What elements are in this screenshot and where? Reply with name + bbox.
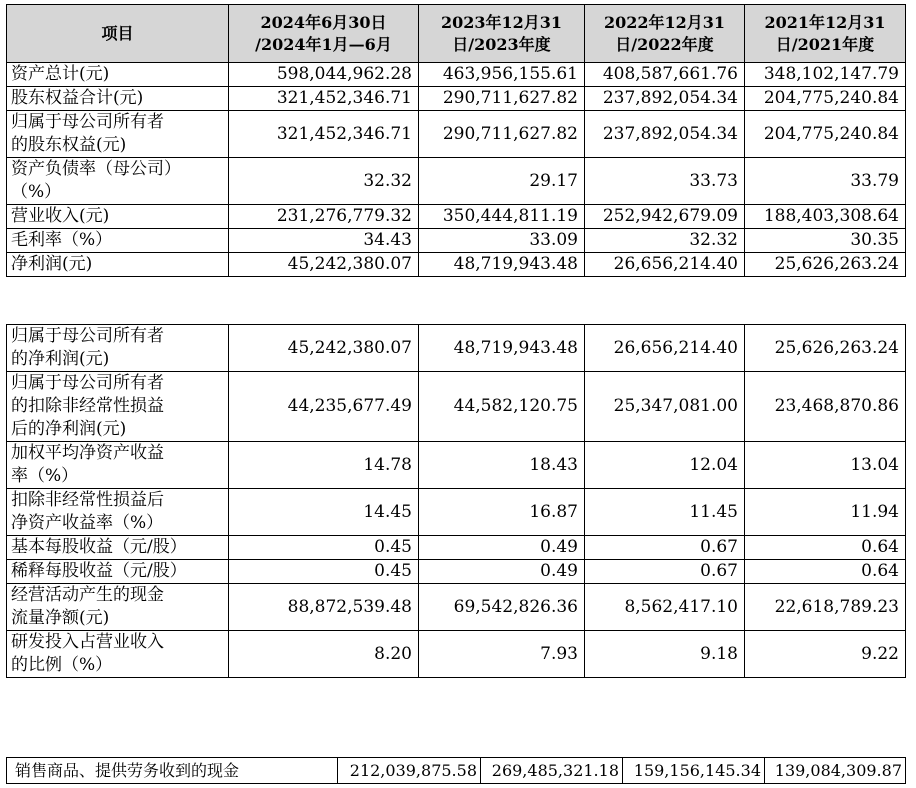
table-row [7, 489, 906, 536]
value-cell: 12.04 [585, 442, 745, 489]
row-label-line: 稀释每股收益（元/股） [11, 561, 187, 581]
value-cell: 22,618,789.23 [745, 584, 906, 631]
table-row [7, 205, 906, 229]
value-cell: 159,156,145.34 [623, 758, 765, 784]
value-cell: 212,039,875.58 [338, 758, 481, 784]
table-row [7, 560, 906, 584]
value-cell: 44,582,120.75 [419, 372, 585, 442]
value-cell: 0.67 [585, 560, 745, 584]
value-cell: 204,775,240.84 [745, 87, 906, 111]
value-cell: 11.45 [585, 489, 745, 536]
row-label [7, 229, 229, 253]
value-cell: 34.43 [229, 229, 419, 253]
value-cell: 11.94 [745, 489, 906, 536]
value-cell: 348,102,147.79 [745, 63, 906, 87]
row-label [7, 442, 229, 489]
value-cell: 231,276,779.32 [229, 205, 419, 229]
row-label-line: 的净利润(元) [11, 349, 110, 369]
header-item: 项目 [7, 5, 229, 63]
table-body [7, 325, 906, 678]
table-row [7, 584, 906, 631]
table-body [7, 758, 906, 784]
row-label-line: 研发投入占营业收入 [11, 632, 164, 652]
row-label [7, 536, 229, 560]
row-label [7, 87, 229, 111]
row-label [7, 560, 229, 584]
row-label [7, 584, 229, 631]
row-label-line: 资产负债率（母公司） [11, 159, 181, 179]
value-cell: 25,626,263.24 [745, 325, 906, 372]
value-cell: 48,719,943.48 [419, 253, 585, 277]
row-label-line: 的扣除非经常性损益 [11, 396, 164, 416]
value-cell: 13.04 [745, 442, 906, 489]
row-label [7, 158, 229, 205]
row-label [7, 325, 229, 372]
row-label-line: 基本每股收益（元/股） [11, 537, 187, 557]
value-cell: 45,242,380.07 [229, 325, 419, 372]
row-label [7, 253, 229, 277]
table-row [7, 229, 906, 253]
value-cell: 16.87 [419, 489, 585, 536]
row-label-line: 股东权益合计(元) [11, 88, 144, 108]
value-cell: 0.64 [745, 536, 906, 560]
value-cell: 25,347,081.00 [585, 372, 745, 442]
row-label-line: 销售商品、提供劳务收到的现金 [15, 761, 240, 780]
value-cell: 7.93 [419, 631, 585, 678]
value-cell: 33.79 [745, 158, 906, 205]
row-label-line: 流量净额(元) [11, 608, 110, 628]
value-cell: 88,872,539.48 [229, 584, 419, 631]
row-label-line: 的比例（%） [11, 655, 113, 675]
value-cell: 290,711,627.82 [419, 111, 585, 158]
value-cell: 408,587,661.76 [585, 63, 745, 87]
value-cell: 463,956,155.61 [419, 63, 585, 87]
row-label-line: 营业收入(元) [11, 206, 110, 226]
value-cell: 8.20 [229, 631, 419, 678]
table-row [7, 63, 906, 87]
value-cell: 26,656,214.40 [585, 325, 745, 372]
value-cell: 0.64 [745, 560, 906, 584]
value-cell: 321,452,346.71 [229, 87, 419, 111]
value-cell: 321,452,346.71 [229, 111, 419, 158]
row-label-line: （%） [11, 182, 62, 202]
value-cell: 290,711,627.82 [419, 87, 585, 111]
row-label-line: 毛利率（%） [11, 230, 113, 250]
value-cell: 25,626,263.24 [745, 253, 906, 277]
value-cell: 30.35 [745, 229, 906, 253]
row-label-line: 率（%） [11, 466, 79, 486]
value-cell: 8,562,417.10 [585, 584, 745, 631]
row-label-line: 后的净利润(元) [11, 419, 127, 439]
cash-received-table [6, 757, 906, 784]
table-row [7, 758, 906, 784]
table-row [7, 631, 906, 678]
value-cell: 23,468,870.86 [745, 372, 906, 442]
value-cell: 45,242,380.07 [229, 253, 419, 277]
value-cell: 33.73 [585, 158, 745, 205]
header-col-2023: 2023年12月31 日/2023年度 [419, 5, 585, 63]
row-label-line: 净资产收益率（%） [11, 513, 164, 533]
row-label-line: 的股东权益(元) [11, 135, 127, 155]
value-cell: 9.18 [585, 631, 745, 678]
value-cell: 14.78 [229, 442, 419, 489]
row-label [7, 489, 229, 536]
table-header-row [7, 5, 906, 63]
row-label [7, 372, 229, 442]
row-label-line: 净利润(元) [11, 254, 93, 274]
value-cell: 44,235,677.49 [229, 372, 419, 442]
value-cell: 29.17 [419, 158, 585, 205]
row-label-line: 扣除非经常性损益后 [11, 490, 164, 510]
value-cell: 269,485,321.18 [481, 758, 623, 784]
table-row [7, 325, 906, 372]
value-cell: 0.45 [229, 560, 419, 584]
table-body [7, 63, 906, 277]
header-col-2022: 2022年12月31 日/2022年度 [585, 5, 745, 63]
value-cell: 204,775,240.84 [745, 111, 906, 158]
header-col-2021: 2021年12月31 日/2021年度 [745, 5, 906, 63]
financial-summary-table [6, 4, 906, 277]
table-row [7, 158, 906, 205]
value-cell: 350,444,811.19 [419, 205, 585, 229]
row-label-line: 加权平均净资产收益 [11, 443, 164, 463]
value-cell: 188,403,308.64 [745, 205, 906, 229]
row-label [7, 758, 338, 784]
table-row [7, 87, 906, 111]
value-cell: 9.22 [745, 631, 906, 678]
row-label-line: 经营活动产生的现金 [11, 585, 164, 605]
table-row [7, 442, 906, 489]
header-col-2024h1: 2024年6月30日 /2024年1月—6月 [229, 5, 419, 63]
table-row [7, 372, 906, 442]
value-cell: 18.43 [419, 442, 585, 489]
financial-indicators-table [6, 324, 906, 678]
value-cell: 237,892,054.34 [585, 87, 745, 111]
value-cell: 252,942,679.09 [585, 205, 745, 229]
value-cell: 32.32 [585, 229, 745, 253]
value-cell: 0.45 [229, 536, 419, 560]
table-row [7, 111, 906, 158]
value-cell: 69,542,826.36 [419, 584, 585, 631]
row-label-line: 归属于母公司所有者 [11, 112, 164, 132]
row-label-line: 归属于母公司所有者 [11, 373, 164, 393]
value-cell: 32.32 [229, 158, 419, 205]
value-cell: 0.67 [585, 536, 745, 560]
row-label [7, 631, 229, 678]
table-row [7, 253, 906, 277]
value-cell: 33.09 [419, 229, 585, 253]
row-label [7, 111, 229, 158]
value-cell: 14.45 [229, 489, 419, 536]
value-cell: 598,044,962.28 [229, 63, 419, 87]
value-cell: 0.49 [419, 536, 585, 560]
value-cell: 139,084,309.87 [765, 758, 906, 784]
row-label [7, 63, 229, 87]
table-row [7, 536, 906, 560]
value-cell: 26,656,214.40 [585, 253, 745, 277]
row-label-line: 资产总计(元) [11, 64, 110, 84]
row-label [7, 205, 229, 229]
value-cell: 0.49 [419, 560, 585, 584]
value-cell: 237,892,054.34 [585, 111, 745, 158]
value-cell: 48,719,943.48 [419, 325, 585, 372]
row-label-line: 归属于母公司所有者 [11, 326, 164, 346]
